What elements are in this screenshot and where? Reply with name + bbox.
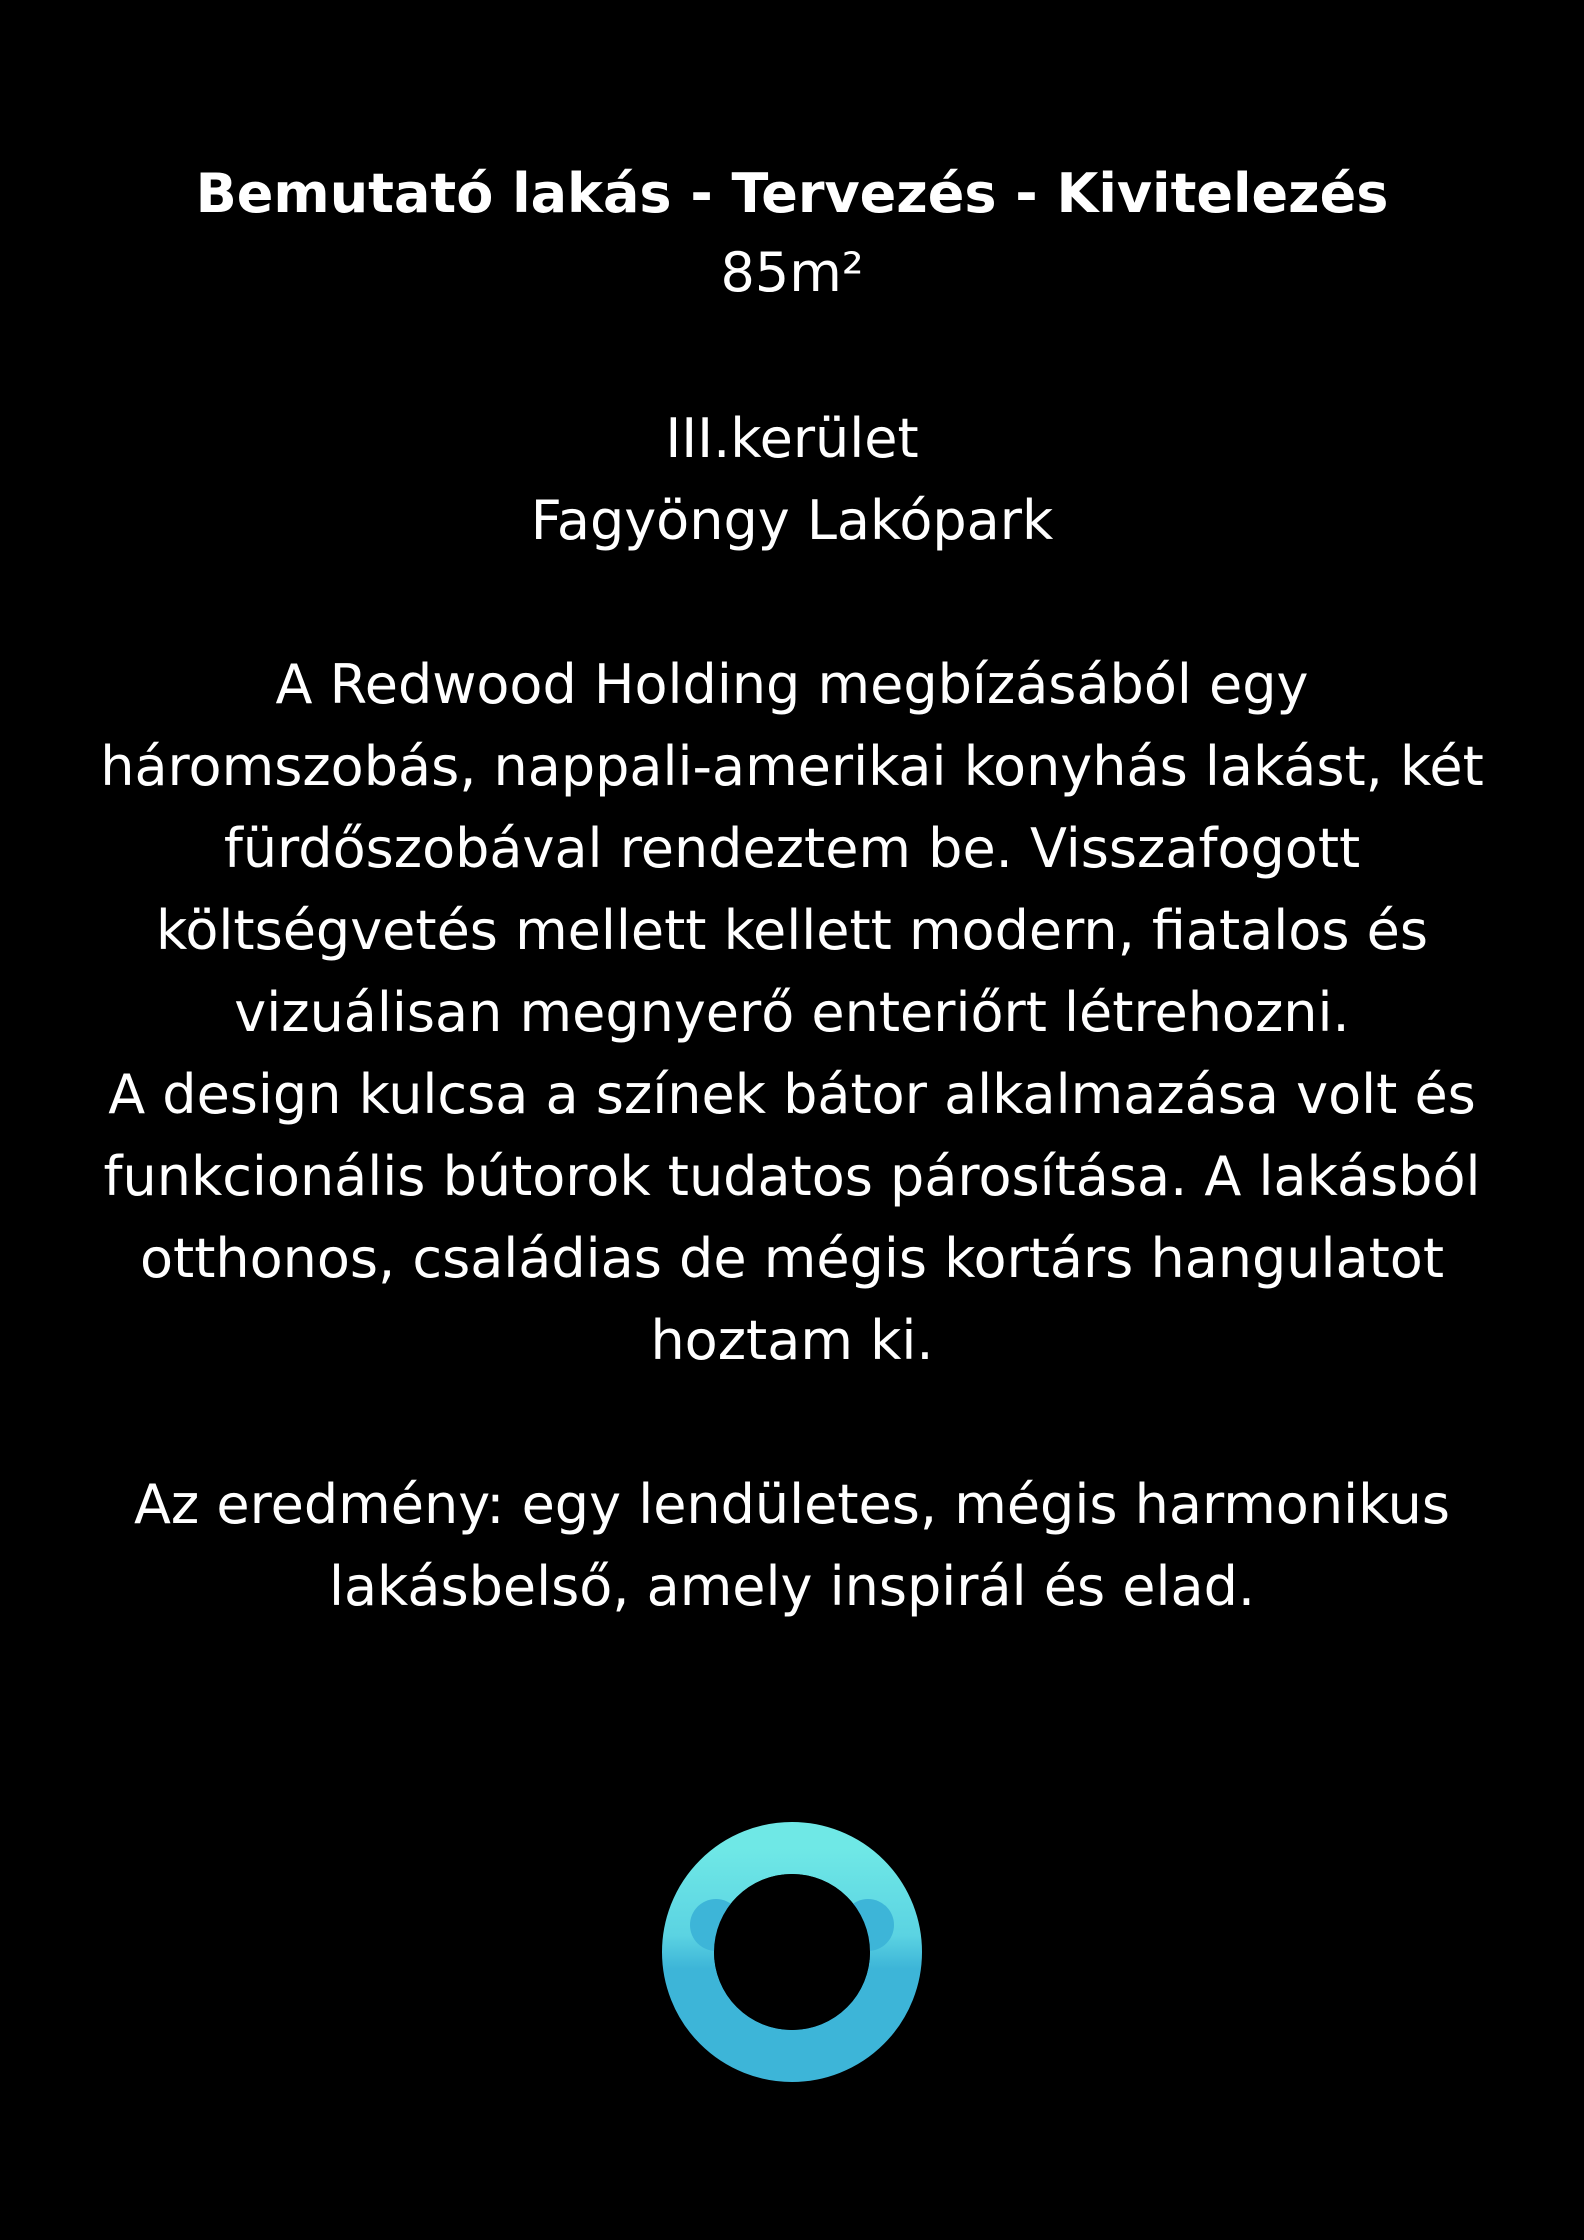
description-line: vizuálisan megnyerő enteriőrt létrehozni.	[234, 981, 1350, 1044]
area-size: 85m²	[720, 241, 864, 304]
description-line: háromszobás, nappali-amerikai konyhás lakást, két	[100, 735, 1484, 798]
description-line: hoztam ki.	[650, 1309, 934, 1372]
description-line: funkcionális bútorok tudatos párosítása. A lakásból	[103, 1145, 1481, 1208]
description-line: fürdőszobával rendeztem be. Visszafogott	[223, 817, 1361, 880]
ring-hole	[714, 1874, 870, 2030]
description-line: A Redwood Holding megbízásából egy	[275, 653, 1309, 716]
district: III.kerület	[665, 407, 919, 470]
description-line: költségvetés mellett kellett modern, fiatalos és	[156, 899, 1428, 962]
ring-logo-icon	[662, 1822, 922, 2082]
result-paragraph	[90, 1464, 1494, 1628]
residential-park-name: Fagyöngy Lakópark	[530, 489, 1054, 552]
description-paragraph	[90, 644, 1494, 1382]
result-line: Az eredmény: egy lendületes, mégis harmonikus	[133, 1473, 1451, 1536]
page-title: Bemutató lakás - Tervezés - Kivitelezés	[195, 162, 1389, 225]
description-line: A design kulcsa a színek bátor alkalmazása volt és	[108, 1063, 1476, 1126]
description-line: otthonos, családias de mégis kortárs hangulatot	[140, 1227, 1444, 1290]
result-line: lakásbelső, amely inspirál és elad.	[328, 1555, 1256, 1618]
ring-logo-graphic	[662, 1822, 922, 2082]
